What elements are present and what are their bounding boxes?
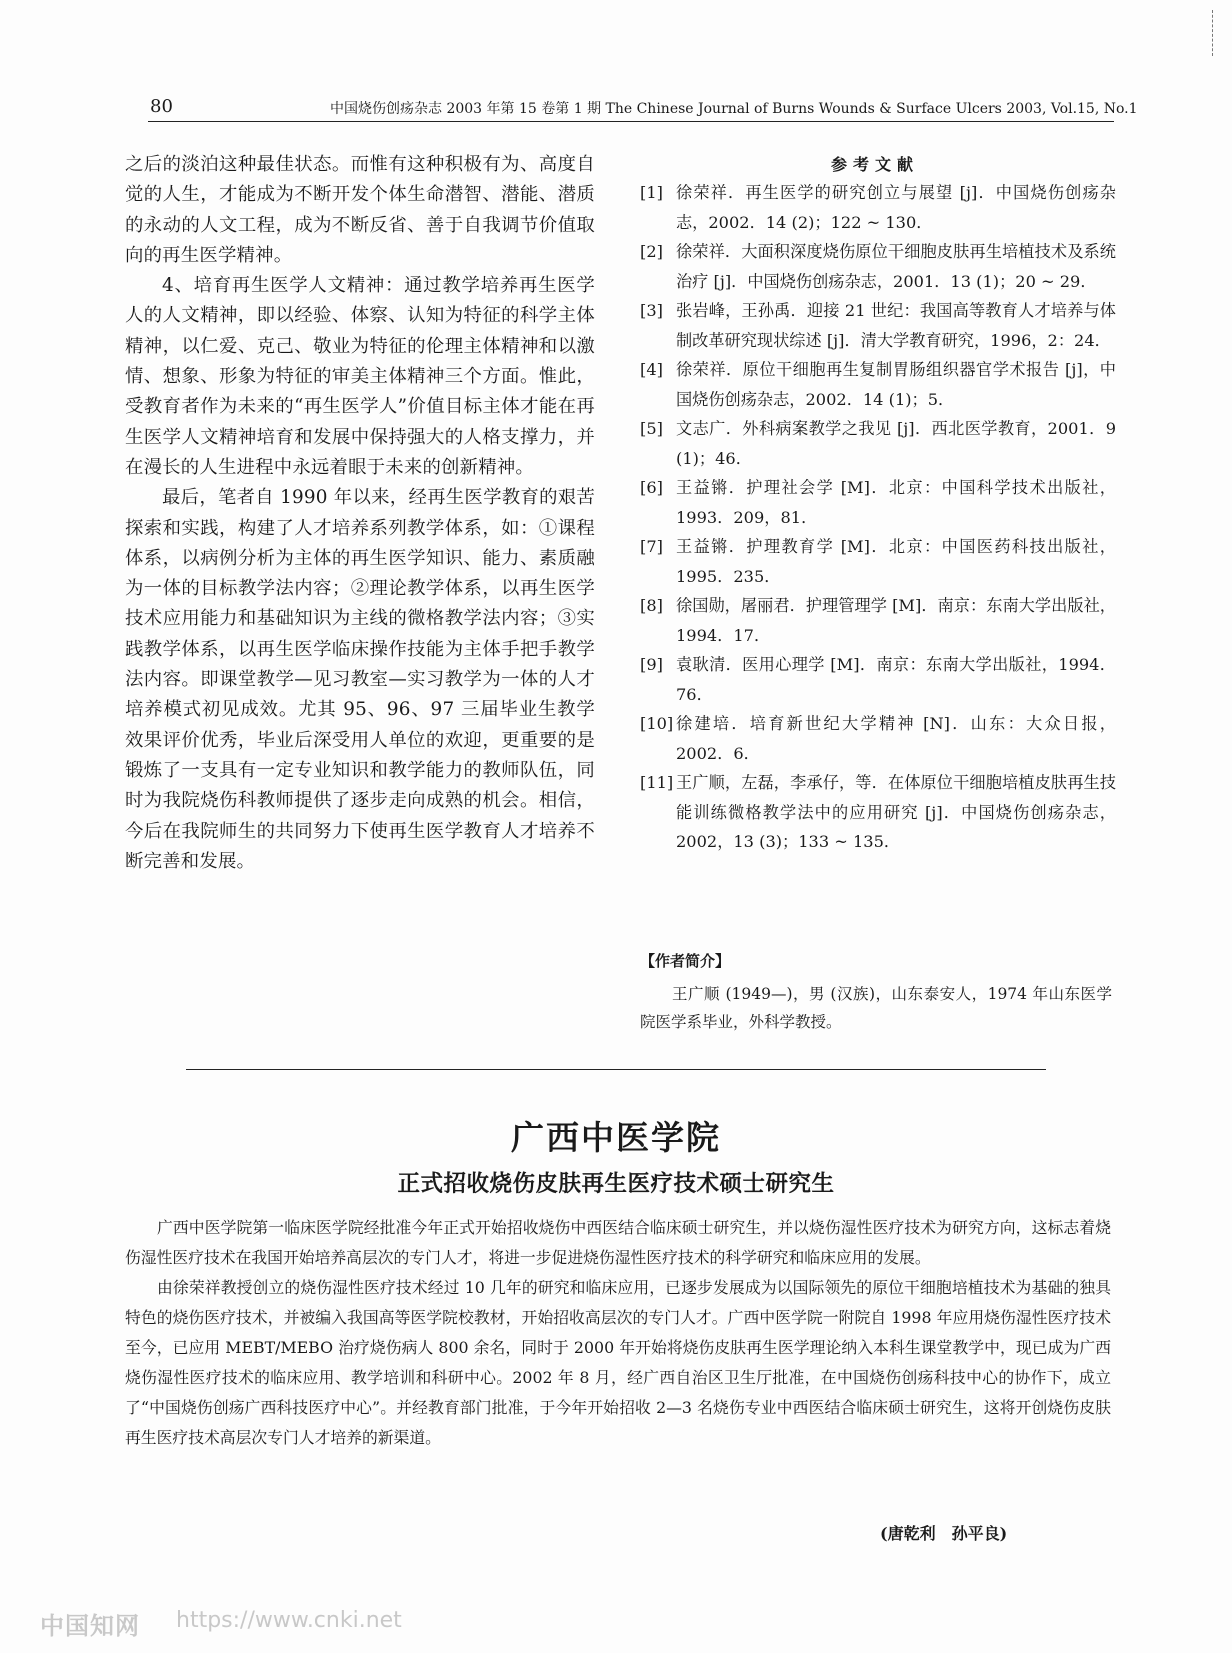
reference-text: 王益锵．护理教育学 [M]．北京：中国医药科技出版社，1995．235． xyxy=(676,537,1116,586)
reference-text: 文志广．外科病案教学之我见 [j]．西北医学教育，2001．9 (1)；46． xyxy=(676,419,1116,468)
news-body xyxy=(125,1213,1111,1453)
body-paragraph: 最后，笔者自 1990 年以来，经再生医学教育的艰苦探索和实践，构建了人才培养系列教学体系，如：①课程体系，以病例分析为主体的再生医学知识、能力、素质融为一体的目标教学法内容；②理论教学体系，以再生医学技术应用能力和基础知识为主线的微格教学法内容；③实践教学体系，以再生医学临床操作技能为主体手把手教学法内容。即课堂教学—见习教室—实习教学为一体的人才培养模式初见成效。尤其 95、96、97 三届毕业生教学效果评价优秀，毕业后深受用人单位的欢迎，更重要的是锻炼了一支具有一定专业知识和教学能力的教师队伍，同时为我院烧伤科教师提供了逐步走向成熟的机会。相信，今后在我院师生的共同努力下使再生医学教育人才培养不断完善和发展。 xyxy=(125,487,595,872)
body-paragraph: 之后的淡泊这种最佳状态。而惟有这种积极有为、高度自觉的人生，才能成为不断开发个体生命潜智、潜能、潜质的永动的人文工程，成为不断反省、善于自我调节价值取向的再生医学精神。 xyxy=(125,154,595,266)
cnki-watermark-logo: 中国知网 xyxy=(40,1612,140,1640)
reference-item xyxy=(640,709,1116,768)
news-subtitle: 正式招收烧伤皮肤再生医疗技术硕士研究生 xyxy=(397,1171,835,1197)
reference-number: [7] xyxy=(640,537,663,556)
reference-list xyxy=(640,178,1116,857)
scan-corner-mark xyxy=(1212,10,1214,56)
reference-text: 袁耿清．医用心理学 [M]．南京：东南大学出版社，1994．76． xyxy=(676,655,1116,704)
reference-number: [10] xyxy=(640,714,674,733)
reference-number: [9] xyxy=(640,655,663,674)
running-header: 中国烧伤创疡杂志 2003 年第 15 卷第 1 期 The Chinese Journal of Burns Wounds & Surface Ulcers 2003, Vol.15, No.1 xyxy=(330,101,1138,117)
body-paragraph: 4、培育再生医学人文精神：通过教学培养再生医学人的人文精神，即以经验、体察、认知为特征的科学主体精神，以仁爱、克己、敬业为特征的伦理主体精神和以激情、想象、形象为特征的审美主体精神三个方面。惟此，受教育者作为未来的“再生医学人”价值目标主体才能在再生医学人文精神培育和发展中保持强大的人格支撑力，并在漫长的人生进程中永远着眼于未来的创新精神。 xyxy=(125,275,595,478)
reference-item xyxy=(640,650,1116,709)
reference-number: [6] xyxy=(640,478,663,497)
reference-item xyxy=(640,296,1116,355)
news-paragraph: 由徐荣祥教授创立的烧伤湿性医疗技术经过 10 几年的研究和临床应用，已逐步发展成为以国际领先的原位干细胞培植技术为基础的独具特色的烧伤医疗技术，并被编入我国高等医学院校教材，开始招收高层次的专门人才。广西中医学院一附院自 1998 年应用烧伤湿性医疗技术至今，已应用 MEBT/MEBO 治疗烧伤病人 800 余名，同时于 2000 年开始将烧伤皮肤再生医学理论纳入本科生课堂教学中，现已成为广西烧伤湿性医疗技术的临床应用、教学培训和科研中心。2002 年 8 月，经广西自治区卫生厅批准，在中国烧伤创疡科技中心的协作下，成立了“中国烧伤创疡广西科技医疗中心”。并经教育部门批准，于今年开始招收 2—3 名烧伤专业中西医结合临床硕士研究生，这将开创烧伤皮肤再生医疗技术高层次专门人才培养的新渠道。 xyxy=(125,1278,1111,1447)
reference-number: [3] xyxy=(640,301,663,320)
left-column-body xyxy=(125,150,595,877)
author-intro-heading: 【作者简介】 xyxy=(640,952,731,970)
reference-item xyxy=(640,178,1116,237)
reference-number: [4] xyxy=(640,360,663,379)
header-rule xyxy=(148,121,1114,122)
reference-item xyxy=(640,237,1116,296)
cnki-watermark-url: https://www.cnki.net xyxy=(176,1608,402,1633)
reference-number: [5] xyxy=(640,419,663,438)
section-divider xyxy=(186,1069,1046,1070)
news-paragraph: 广西中医学院第一临床医学院经批准今年正式开始招收烧伤中西医结合临床硕士研究生，并以烧伤湿性医疗技术为研究方向，这标志着烧伤湿性医疗技术在我国开始培养高层次的专门人才，将进一步促进烧伤湿性医疗技术的科学研究和临床应用的发展。 xyxy=(125,1218,1111,1267)
reference-number: [2] xyxy=(640,242,663,261)
reference-text: 徐建培．培育新世纪大学精神 [N]．山东：大众日报，2002．6． xyxy=(676,714,1116,763)
reference-item xyxy=(640,532,1116,591)
reference-item xyxy=(640,355,1116,414)
references-heading: 参考文献 xyxy=(830,155,919,174)
author-intro-text: 王广顺 (1949—)，男 (汉族)，山东泰安人，1974 年山东医学院医学系毕业，外科学教授。 xyxy=(640,985,1112,1031)
reference-text: 张岩峰，王孙禹．迎接 21 世纪：我国高等教育人才培养与体制改革研究现状综述 [j]．清大学教育研究，1996，2：24． xyxy=(676,301,1116,350)
reference-text: 王广顺，左磊，李承仔，等．在体原位干细胞培植皮肤再生技能训练微格教学法中的应用研究 [j]．中国烧伤创疡杂志，2002，13 (3)；133 ~ 135． xyxy=(676,773,1116,851)
news-byline: (唐乾利 孙平良) xyxy=(880,1524,1008,1543)
reference-text: 徐荣祥．大面积深度烧伤原位干细胞皮肤再生培植技术及系统治疗 [j]．中国烧伤创疡杂志，2001．13 (1)；20 ~ 29． xyxy=(676,242,1116,291)
reference-item xyxy=(640,768,1116,857)
reference-text: 徐荣祥．再生医学的研究创立与展望 [j]．中国烧伤创疡杂志，2002．14 (2)；122 ~ 130． xyxy=(676,183,1116,232)
reference-text: 徐荣祥．原位干细胞再生复制胃肠组织器官学术报告 [j]，中国烧伤创疡杂志，2002．14 (1)；5． xyxy=(676,360,1116,409)
reference-item xyxy=(640,414,1116,473)
page-number: 80 xyxy=(150,96,173,117)
reference-number: [11] xyxy=(640,773,674,792)
reference-number: [1] xyxy=(640,183,663,202)
reference-text: 徐国勋，屠丽君．护理管理学 [M]．南京：东南大学出版社，1994．17． xyxy=(676,596,1116,645)
news-title: 广西中医学院 xyxy=(511,1118,721,1157)
reference-item xyxy=(640,591,1116,650)
reference-text: 王益锵．护理社会学 [M]．北京：中国科学技术出版社，1993．209，81． xyxy=(676,478,1116,527)
reference-item xyxy=(640,473,1116,532)
reference-number: [8] xyxy=(640,596,663,615)
